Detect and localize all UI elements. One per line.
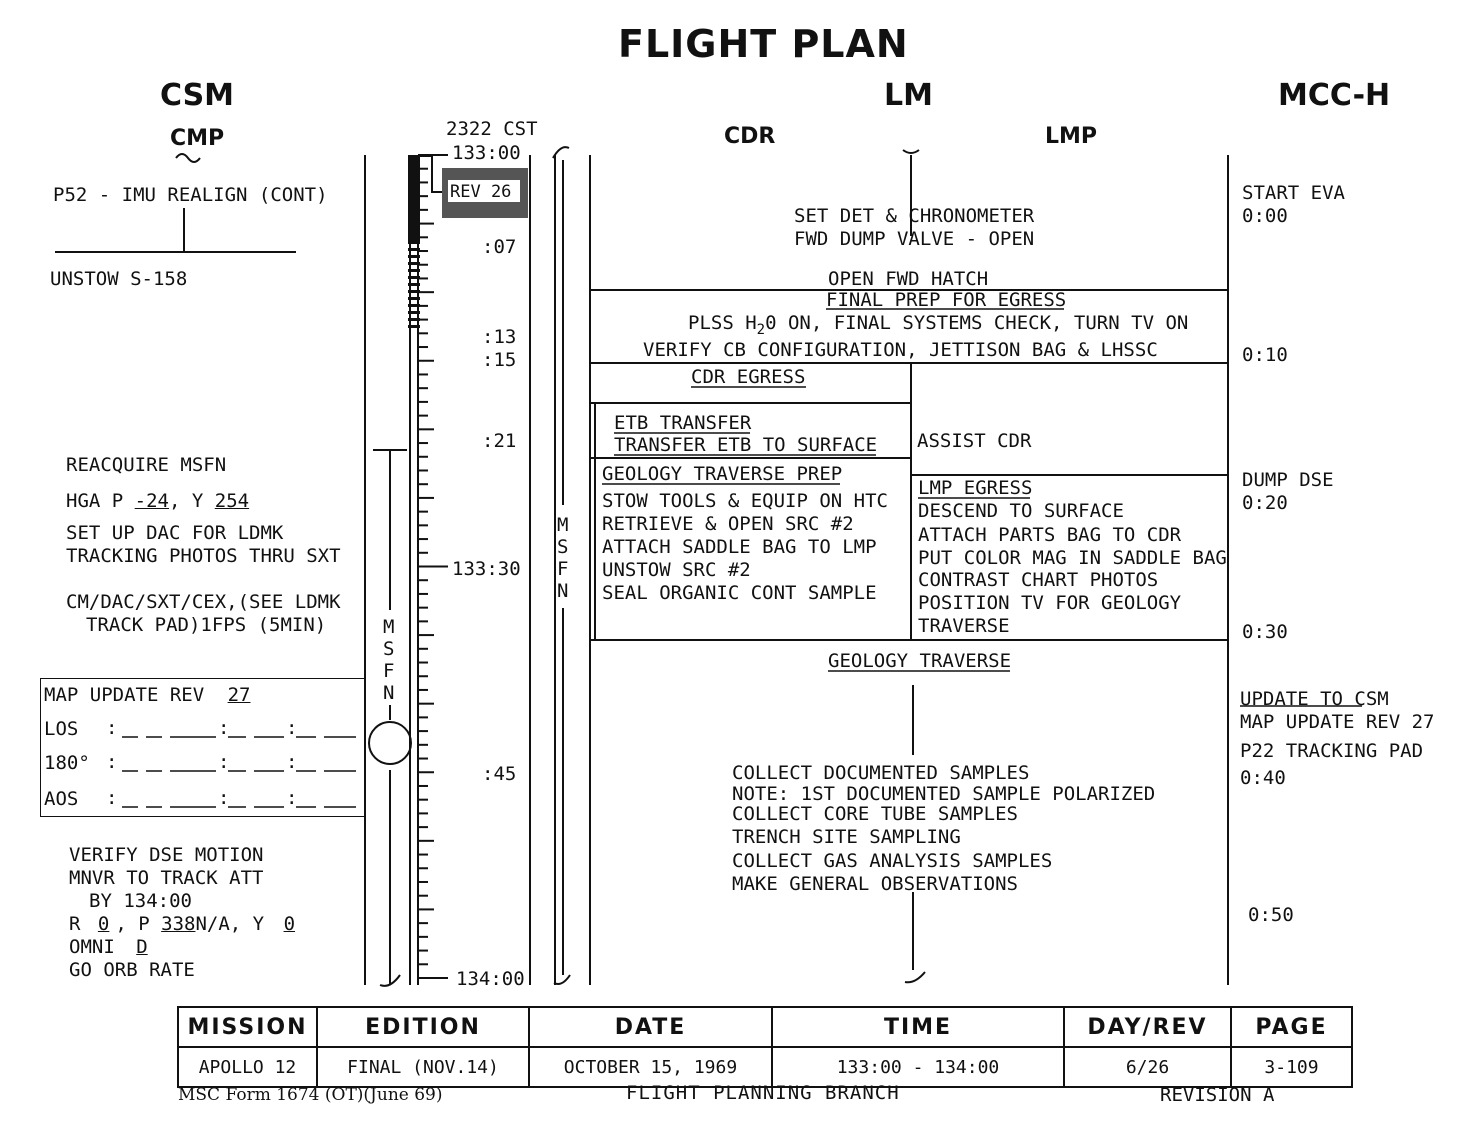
csm-hga — [66, 490, 249, 512]
mcc-start-eva: START EVA — [1242, 182, 1345, 204]
lm-lmp-egress: LMP EGRESS — [918, 477, 1033, 499]
lm-geo-traverse: GEOLOGY TRAVERSE — [828, 650, 1012, 672]
csm-unstow: UNSTOW S-158 — [50, 268, 188, 290]
mcc-map-update: MAP UPDATE REV 27 — [1240, 711, 1435, 733]
map-update-blanks — [40, 700, 360, 820]
lm-sample-6: MAKE GENERAL OBSERVATIONS — [732, 873, 1018, 895]
lm-geo-prep: GEOLOGY TRAVERSE PREP — [602, 463, 843, 485]
r-value: 0 — [97, 913, 110, 935]
csm-msfn-f: F — [383, 660, 395, 682]
footer-form: MSC Form 1674 (OT)(June 69) — [178, 1085, 443, 1105]
lm-cdr-task-5: SEAL ORGANIC CONT SAMPLE — [602, 582, 877, 604]
lm-set-det: SET DET & CHRONOMETER — [794, 205, 1035, 227]
aos-label: AOS — [44, 788, 79, 810]
csm-mnvr: MNVR TO TRACK ATT — [69, 867, 264, 889]
footer-header-row — [178, 1007, 1352, 1047]
hga-y-prefix: , Y — [168, 490, 204, 512]
svg-text::: : — [218, 787, 230, 809]
svg-text::: : — [218, 751, 230, 773]
plss-sub: 2 — [756, 321, 766, 338]
footer-dayrev: 6/26 — [1064, 1047, 1231, 1087]
cdr-header: CDR — [724, 124, 776, 149]
footer-mission: APOLLO 12 — [178, 1047, 317, 1087]
footer-header-dayrev: DAY/REV — [1064, 1007, 1231, 1047]
mcc-header: MCC-H — [1278, 78, 1391, 113]
csm-rpy — [69, 913, 303, 935]
time-07: :07 — [482, 236, 517, 258]
lm-msfn-f: F — [557, 558, 569, 580]
footer-header-page: PAGE — [1231, 1007, 1352, 1047]
p-value: 338 — [161, 913, 196, 935]
csm-dac-1: SET UP DAC FOR LDMK — [66, 522, 284, 544]
csm-header: CSM — [160, 78, 235, 113]
lm-plss — [688, 312, 1188, 341]
mcc-t20: 0:20 — [1242, 492, 1288, 514]
footer-table — [177, 1006, 1353, 1088]
lm-lmp-task-2: ATTACH PARTS BAG TO CDR — [918, 524, 1182, 546]
hga-prefix: HGA P — [66, 490, 124, 512]
csm-omni — [69, 936, 158, 958]
csm-cm-1: CM/DAC/SXT/CEX,(SEE LDMK — [66, 591, 341, 613]
footer-revision: REVISION A — [1160, 1084, 1275, 1106]
lm-msfn-s: S — [557, 536, 569, 558]
lm-lmp-task-3: PUT COLOR MAG IN SADDLE BAG — [918, 547, 1227, 569]
lm-sample-2: NOTE: 1ST DOCUMENTED SAMPLE POLARIZED — [732, 783, 1156, 805]
lm-cdr-task-4: UNSTOW SRC #2 — [602, 559, 751, 581]
csm-verify-dse: VERIFY DSE MOTION — [69, 844, 264, 866]
csm-reacquire: REACQUIRE MSFN — [66, 454, 227, 476]
lm-msfn-n: N — [557, 580, 569, 602]
time-21: :21 — [482, 430, 517, 452]
r-prefix: R — [69, 913, 81, 935]
svg-text::: : — [106, 787, 118, 809]
y-value: 0 — [283, 913, 296, 935]
cmp-header: CMP — [170, 126, 225, 151]
time-134-00: 134:00 — [456, 968, 525, 990]
lm-fwd-dump: FWD DUMP VALVE - OPEN — [794, 228, 1035, 250]
svg-text::: : — [106, 751, 118, 773]
footer-header-date: DATE — [529, 1007, 772, 1047]
footer-edition: FINAL (NOV.14) — [317, 1047, 529, 1087]
mcc-t40: 0:40 — [1240, 767, 1286, 789]
mcc-dump-dse: DUMP DSE — [1242, 469, 1334, 491]
time-133-30: 133:30 — [452, 558, 521, 580]
footer-value-row — [178, 1047, 1352, 1087]
lm-sample-3: COLLECT CORE TUBE SAMPLES — [732, 803, 1018, 825]
lm-sample-1: COLLECT DOCUMENTED SAMPLES — [732, 762, 1030, 784]
hga-y-value: 254 — [214, 490, 250, 512]
csm-msfn-s: S — [383, 638, 395, 660]
lm-transfer-etb: TRANSFER ETB TO SURFACE — [614, 434, 878, 456]
lm-final-prep: FINAL PREP FOR EGRESS — [826, 289, 1067, 311]
footer-branch: FLIGHT PLANNING BRANCH — [626, 1082, 900, 1104]
lm-header: LM — [884, 78, 933, 113]
time-15: :15 — [482, 349, 517, 371]
footer-page: 3-109 — [1231, 1047, 1352, 1087]
plss-a: PLSS H — [688, 312, 757, 334]
mcc-t0: 0:00 — [1242, 205, 1288, 227]
lm-lmp-task-1: DESCEND TO SURFACE — [918, 500, 1124, 522]
na-text: N/A, Y — [195, 913, 265, 935]
lm-cdr-task-3: ATTACH SADDLE BAG TO LMP — [602, 536, 877, 558]
csm-msfn-n: N — [383, 682, 395, 704]
svg-text::: : — [106, 717, 118, 739]
start-cst: 2322 CST — [446, 118, 538, 140]
omni-prefix: OMNI — [69, 936, 115, 958]
lm-cdr-task-2: RETRIEVE & OPEN SRC #2 — [602, 513, 854, 535]
footer-time: 133:00 - 134:00 — [772, 1047, 1064, 1087]
lm-sample-4: TRENCH SITE SAMPLING — [732, 826, 961, 848]
footer-header-time: TIME — [772, 1007, 1064, 1047]
lm-cdr-task-1: STOW TOOLS & EQUIP ON HTC — [602, 490, 888, 512]
map-update-text: MAP UPDATE REV — [44, 684, 205, 706]
mcc-t50: 0:50 — [1248, 904, 1294, 926]
lm-msfn-m: M — [557, 514, 569, 536]
svg-text::: : — [286, 717, 298, 739]
csm-msfn-m: M — [383, 616, 395, 638]
mcc-update-csm: UPDATE TO CSM — [1240, 688, 1389, 710]
footer-header-edition: EDITION — [317, 1007, 529, 1047]
lm-assist-cdr: ASSIST CDR — [917, 430, 1032, 452]
footer-header-mission: MISSION — [178, 1007, 317, 1047]
page-title: FLIGHT PLAN — [618, 22, 909, 66]
lm-lmp-task-5: POSITION TV FOR GEOLOGY — [918, 592, 1182, 614]
p-prefix: , P — [115, 913, 150, 935]
csm-dac-2: TRACKING PHOTOS THRU SXT — [66, 545, 341, 567]
svg-text::: : — [286, 787, 298, 809]
lm-lmp-task-6: TRAVERSE — [918, 615, 1010, 637]
mcc-t30: 0:30 — [1242, 621, 1288, 643]
lm-cdr-egress: CDR EGRESS — [691, 366, 806, 388]
footer-date: OCTOBER 15, 1969 — [529, 1047, 772, 1087]
csm-by: BY 134:00 — [89, 890, 192, 912]
svg-text::: : — [286, 751, 298, 773]
s180-label: 180° — [44, 752, 90, 774]
lmp-header: LMP — [1045, 124, 1098, 149]
mcc-t10: 0:10 — [1242, 344, 1288, 366]
lm-verify-cb: VERIFY CB CONFIGURATION, JETTISON BAG & LHSSC — [643, 339, 1158, 361]
rev-marker: REV 26 — [450, 182, 512, 202]
lm-etb-transfer: ETB TRANSFER — [614, 412, 752, 434]
lm-sample-5: COLLECT GAS ANALYSIS SAMPLES — [732, 850, 1053, 872]
csm-p52: P52 - IMU REALIGN (CONT) — [53, 184, 328, 206]
lm-lmp-task-4: CONTRAST CHART PHOTOS — [918, 569, 1159, 591]
csm-go-orb: GO ORB RATE — [69, 959, 195, 981]
time-45: :45 — [482, 763, 517, 785]
csm-cm-2: TRACK PAD)1FPS (5MIN) — [86, 614, 327, 636]
time-13: :13 — [482, 326, 517, 348]
time-133-00: 133:00 — [452, 142, 521, 164]
los-label: LOS — [44, 718, 79, 740]
omni-value: D — [136, 936, 148, 958]
mcc-p22: P22 TRACKING PAD — [1240, 740, 1424, 762]
lm-open-hatch: OPEN FWD HATCH — [828, 268, 989, 290]
plss-b: 0 ON, FINAL SYSTEMS CHECK, TURN TV ON — [765, 312, 1189, 334]
map-update-rev: 27 — [227, 684, 251, 706]
hga-p-value: -24 — [134, 490, 169, 512]
svg-text::: : — [218, 717, 230, 739]
